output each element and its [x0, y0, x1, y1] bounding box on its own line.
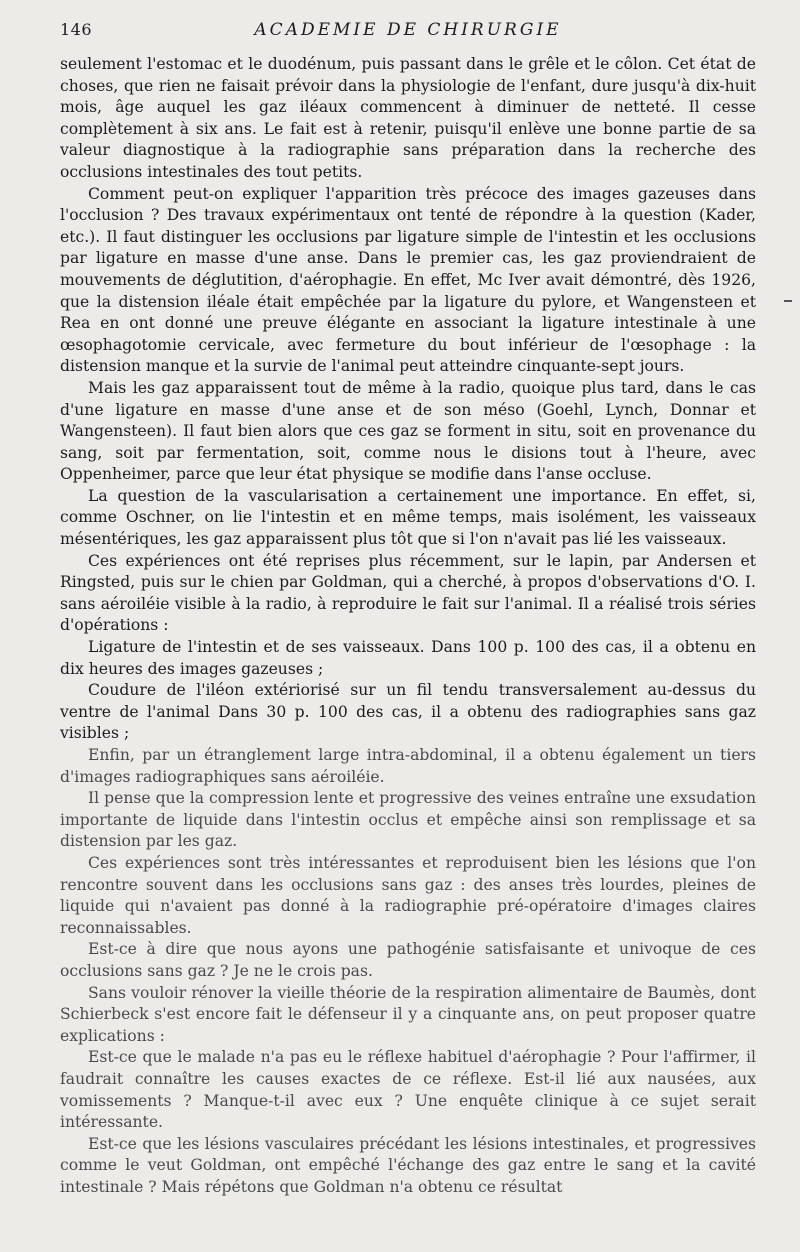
- paragraph: Mais les gaz apparaissent tout de même à la radio, quoique plus tard, dans le cas d'une ligature en masse d'une anse et de son méso (Goehl, Lynch, Donnar et Wangensteen). Il faut bien alors que ces gaz se forment in situ, soit en provenance du sang, soit par fermentation, soit, comme nous le disions tout à l'heure, avec Oppenheimer, parce que leur état physique se modifie dans l'anse occluse.: [60, 378, 756, 484]
- paragraph: Est-ce à dire que nous ayons une pathogénie satisfaisante et univoque de ces occlusions sans gaz ? Je ne le crois pas.: [60, 940, 756, 980]
- page-header: [60, 18, 756, 46]
- paragraph: Ces expériences sont très intéressantes et reproduisent bien les lésions que l'on rencontre souvent dans les occlusions sans gaz : des anses très lourdes, pleines de liquide qui n'avaient pas donné à la radiographie pré-opératoire d'images claires reconnaissables.: [60, 853, 756, 937]
- paragraph: Ligature de l'intestin et de ses vaisseaux. Dans 100 p. 100 des cas, il a obtenu en dix heures des images gazeuses ;: [60, 638, 756, 678]
- paragraph: La question de la vascularisation a certainement une importance. En effet, si, comme Oschner, on lie l'intestin et en même temps, mais isolément, les vaisseaux mésentériques, les gaz apparaissent plus tôt que si l'on n'avait pas lié les vaisseaux.: [60, 486, 756, 549]
- paragraph: Sans vouloir rénover la vieille théorie de la respiration alimentaire de Baumès, dont Schierbeck s'est encore fait le défenseur il y a cinquante ans, on peut proposer quatre explications :: [60, 983, 756, 1045]
- page-number: 146: [60, 20, 93, 39]
- paragraph: Est-ce que les lésions vasculaires précédant les lésions intestinales, et progressives comme le veut Goldman, ont empêché l'échange des gaz entre le sang et la cavité intestinale ? Mais répétons que Goldman n'a obtenu ce résultat: [60, 1134, 756, 1196]
- running-title: ACADEMIE DE CHIRURGIE: [254, 20, 562, 40]
- paragraph: Ces expériences ont été reprises plus récemment, sur le lapin, par Andersen et Ringsted, puis sur le chien par Goldman, qui a cherché, à propos d'observations d'O. I. sans aéroiléie visible à la radio, à reproduire le fait sur l'animal. Il a réalisé trois séries d'opérations :: [60, 551, 756, 635]
- paragraph: Comment peut-on expliquer l'apparition très précoce des images gazeuses dans l'occlusion ? Des travaux expérimentaux ont tenté de répondre à la question (Kader, etc.). Il faut distinguer les occlusions par ligature simple de l'intestin et les occlusions par ligature en masse d'une anse. Dans le premier cas, les gaz proviendraient de mouvements de déglutition, d'aérophagie. En effet, Mc Iver avait démontré, dès 1926, que la distension iléale était empêchée par la ligature du pylore, et Wangensteen et Rea en ont donné une preuve élégante en associant la ligature intestinale à une œsophagotomie cervicale, avec fermeture du bout inférieur de l'œsophage : la distension manque et la survie de l'animal peut atteindre cinquante-sept jours.: [60, 184, 756, 376]
- paragraph: Enfin, par un étranglement large intra-abdominal, il a obtenu également un tiers d'images radiographiques sans aéroiléie.: [60, 746, 756, 786]
- paragraph: Est-ce que le malade n'a pas eu le réflexe habituel d'aérophagie ? Pour l'affirmer, il faudrait connaître les causes exactes de ce réflexe. Est-il lié aux nausées, aux vomissements ? Manque-t-il avec eux ? Une enquête clinique à ce sujet serait intéressante.: [60, 1048, 756, 1132]
- paragraph: Coudure de l'iléon extériorisé sur un fil tendu transversalement au-dessus du ventre de l'animal Dans 30 p. 100 des cas, il a obtenu des radiographies sans gaz visibles ;: [60, 681, 756, 743]
- paragraph: Il pense que la compression lente et progressive des veines entraîne une exsudation importante de liquide dans l'intestin occlus et empêche ainsi son remplissage et sa distension par les gaz.: [60, 789, 756, 851]
- margin-mark: [784, 300, 792, 302]
- body-text: [60, 54, 756, 1198]
- paragraph: seulement l'estomac et le duodénum, puis passant dans le grêle et le côlon. Cet état de choses, que rien ne faisait prévoir dans la physiologie de l'enfant, dure jusqu'à dix-huit mois, âge auquel les gaz iléaux commencent à diminuer de netteté. Il cesse complètement à six ans. Le fait est à retenir, puisqu'il enlève une bonne partie de sa valeur diagnostique à la radiographie sans préparation dans la recherche des occlusions intestinales des tout petits.: [60, 55, 756, 181]
